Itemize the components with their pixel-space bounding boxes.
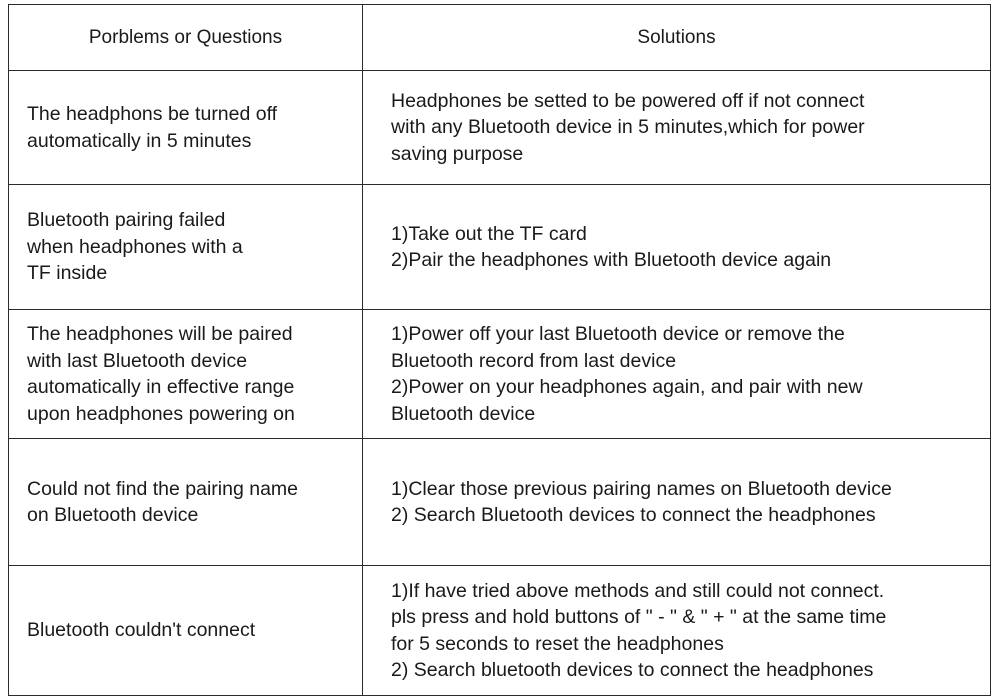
solution-cell (363, 71, 991, 185)
table-body (9, 71, 991, 696)
problem-text: The headphones will be paired with last Bluetooth device automatically in effective range upon headphones powering on (27, 323, 295, 425)
table-row (9, 439, 991, 566)
solution-cell (363, 185, 991, 310)
problem-text: The headphons be turned off automatically in 5 minutes (27, 103, 278, 152)
table-header (9, 5, 991, 71)
problem-cell (9, 439, 363, 566)
solution-text: Headphones be setted to be powered off if not connect with any Bluetooth device in 5 minutes,which for power saving purpose (391, 89, 865, 165)
problem-text: Bluetooth couldn't connect (27, 619, 256, 642)
problem-text: Could not find the pairing name on Bluetooth device (27, 477, 299, 526)
solution-text: 1)Take out the TF card 2)Pair the headphones with Bluetooth device again (391, 222, 832, 271)
header-solutions: Solutions (363, 5, 991, 71)
problem-cell (9, 566, 363, 696)
solution-text: 1)Power off your last Bluetooth device or remove the Bluetooth record from last device 2)Power on your headphones again, and pair with new Bluetooth device (391, 323, 863, 425)
table-row (9, 566, 991, 696)
problem-cell (9, 310, 363, 439)
solution-cell (363, 566, 991, 696)
table-row (9, 310, 991, 439)
solution-cell (363, 310, 991, 439)
header-row (9, 5, 991, 71)
table-row (9, 185, 991, 310)
problem-cell (9, 71, 363, 185)
header-problems: Porblems or Questions (9, 5, 363, 71)
troubleshooting-table (8, 4, 991, 696)
solution-cell (363, 439, 991, 566)
table-row (9, 71, 991, 185)
solution-text: 1)Clear those previous pairing names on Bluetooth device 2) Search Bluetooth devices to connect the headphones (391, 477, 892, 526)
problem-text: Bluetooth pairing failed when headphones with a TF inside (27, 209, 243, 285)
problem-cell (9, 185, 363, 310)
solution-text: 1)If have tried above methods and still could not connect. pls press and hold buttons of " - " & " + " at the same time for 5 seconds to reset the headphones 2) Search bluetooth devices to connect the headphones (391, 579, 887, 681)
